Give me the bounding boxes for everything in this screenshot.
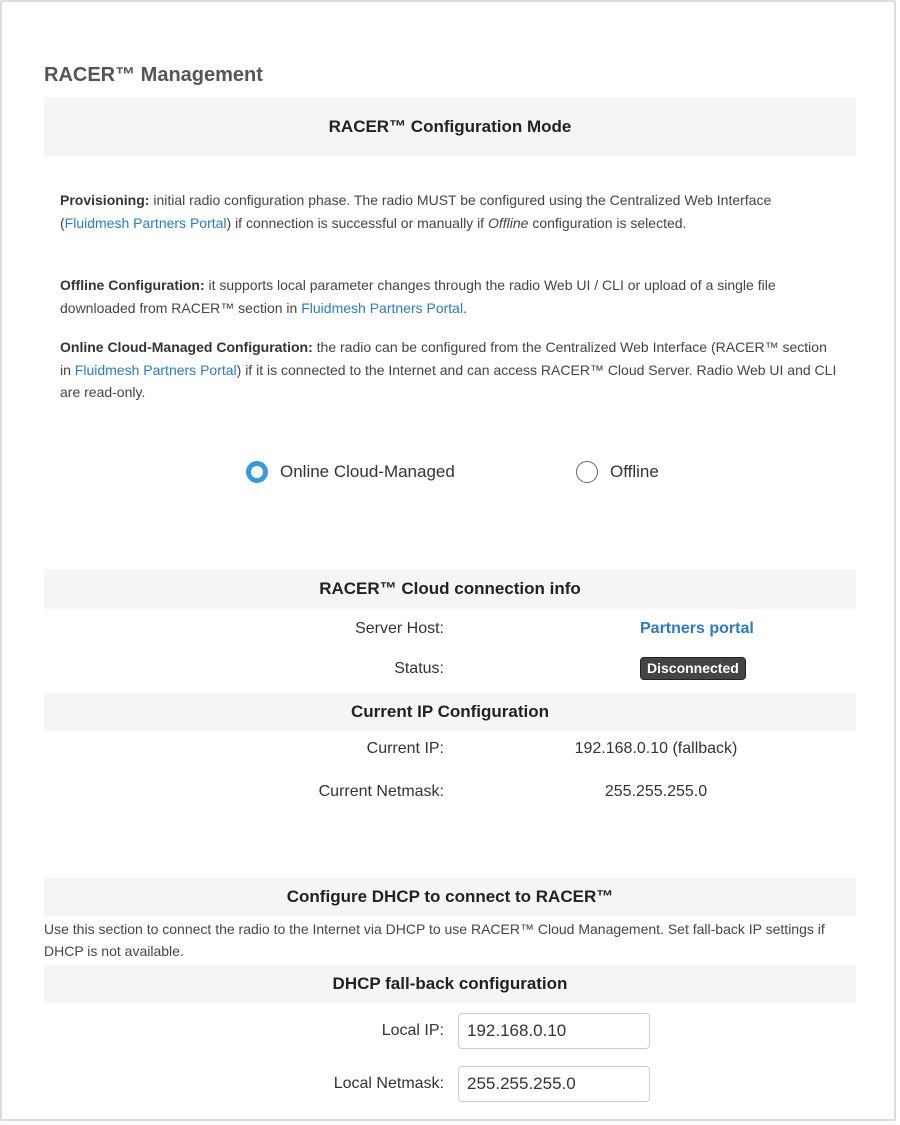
radio-selected-icon[interactable] bbox=[246, 461, 268, 483]
current-netmask-value: 255.255.255.0 bbox=[604, 783, 708, 800]
status-badge: Disconnected bbox=[640, 657, 746, 680]
partners-portal-link[interactable]: Fluidmesh Partners Portal bbox=[64, 214, 227, 231]
status-label: Status: bbox=[394, 660, 444, 677]
dhcp-heading: Configure DHCP to connect to RACER™ bbox=[44, 878, 856, 916]
partners-portal-link[interactable]: Fluidmesh Partners Portal bbox=[74, 361, 237, 378]
provisioning-description: Provisioning: initial radio configuration phase. The radio MUST be configured using the Centralized Web Interface (Fluidmesh Partners Portal) if connection is successful or manually if Offline configuration is selected. bbox=[60, 192, 772, 231]
status-row bbox=[44, 655, 856, 685]
radio-unselected-icon[interactable] bbox=[576, 461, 598, 483]
online-description: Online Cloud-Managed Configuration: the radio can be configured from the Centralized Web Interface (RACER™ section in Fluidmesh Partners Portal) if it is connected to the Internet and can access RACER™ Cloud Server. Radio Web UI and CLI are read-only. bbox=[60, 339, 837, 400]
local-ip-label: Local IP: bbox=[381, 1022, 444, 1039]
radio-online-cloud-managed[interactable] bbox=[246, 458, 455, 486]
partners-portal-host-link[interactable]: Partners portal bbox=[640, 620, 754, 637]
ip-config-heading: Current IP Configuration bbox=[44, 693, 856, 731]
local-netmask-input[interactable] bbox=[458, 1066, 650, 1102]
radio-label: Online Cloud-Managed bbox=[280, 462, 455, 481]
cloud-info-heading: RACER™ Cloud connection info bbox=[44, 569, 856, 609]
current-netmask-label: Current Netmask: bbox=[318, 783, 444, 800]
local-ip-input[interactable] bbox=[458, 1013, 650, 1049]
current-ip-row bbox=[44, 735, 856, 765]
dhcp-help-text: Use this section to connect the radio to the Internet via DHCP to use RACER™ Cloud Management. Set fall-back IP settings if DHCP is not available. bbox=[44, 921, 825, 959]
server-host-row bbox=[44, 615, 856, 645]
config-mode-heading: RACER™ Configuration Mode bbox=[44, 97, 856, 156]
radio-label: Offline bbox=[610, 462, 659, 481]
local-netmask-row bbox=[44, 1066, 856, 1104]
page-title: RACER™ Management bbox=[44, 64, 263, 86]
offline-description: Offline Configuration: it supports local parameter changes through the radio Web UI / CLI or upload of a single file downloaded from RACER™ section in Fluidmesh Partners Portal. bbox=[60, 277, 776, 316]
online-label: Online Cloud-Managed Configuration: bbox=[60, 339, 313, 355]
radio-offline[interactable] bbox=[576, 458, 659, 486]
current-netmask-row bbox=[44, 778, 856, 808]
current-ip-value: 192.168.0.10 (fallback) bbox=[574, 740, 738, 757]
local-ip-row bbox=[44, 1013, 856, 1051]
server-host-label: Server Host: bbox=[355, 620, 444, 637]
offline-label: Offline Configuration: bbox=[60, 277, 205, 293]
local-netmask-label: Local Netmask: bbox=[333, 1075, 444, 1092]
current-ip-label: Current IP: bbox=[366, 740, 444, 757]
dhcp-fallback-heading: DHCP fall-back configuration bbox=[44, 965, 856, 1003]
partners-portal-link[interactable]: Fluidmesh Partners Portal bbox=[301, 299, 464, 316]
provisioning-label: Provisioning: bbox=[60, 192, 150, 208]
